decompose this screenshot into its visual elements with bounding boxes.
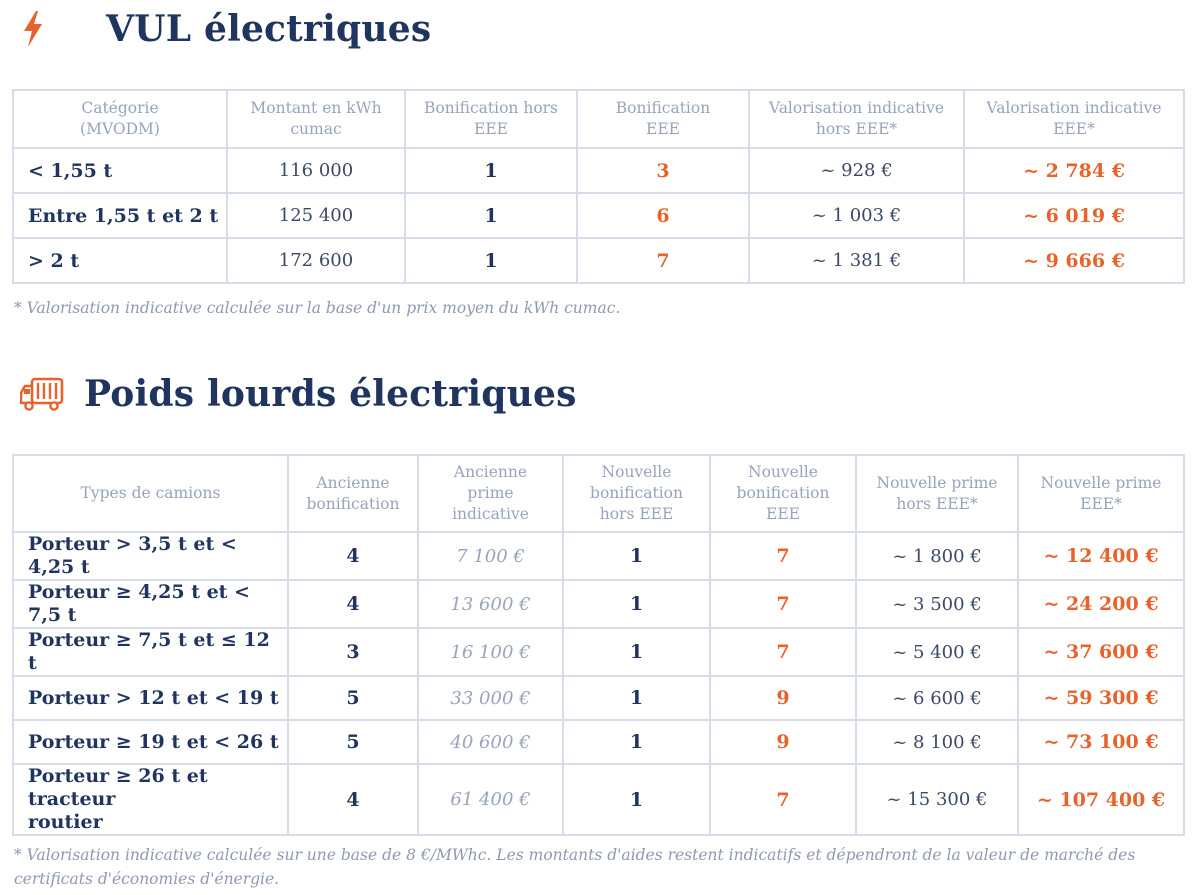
pl-old-bonus: 5 [288,720,418,764]
vul-bonus-eee: 3 [577,148,749,193]
pl-new-prime-hors-eee: ~ 3 500 € [856,580,1018,628]
vul-value-hors-eee: ~ 1 381 € [749,238,964,283]
pl-old-prime: 33 000 € [418,676,563,720]
vul-bonus-hors-eee: 1 [405,193,577,238]
table-row [13,532,1184,580]
table-row [13,148,1184,193]
vul-footnote: * Valorisation indicative calculée sur la base d'un prix moyen du kWh cumac. [14,299,621,317]
page-title-poids-lourds: Poids lourds électriques [84,373,577,415]
pl-new-prime-eee: ~ 24 200 € [1018,580,1184,628]
pl-new-prime-hors-eee: ~ 15 300 € [856,764,1018,835]
vul-category: Entre 1,55 t et 2 t [13,193,227,238]
vul-value-eee: ~ 9 666 € [964,238,1184,283]
vul-kwh-cumac: 125 400 [227,193,405,238]
pl-new-prime-hors-eee: ~ 1 800 € [856,532,1018,580]
pl-truck-type: Porteur ≥ 4,25 t et < 7,5 t [13,580,288,628]
vul-header-cell: Catégorie (MVODM) [13,90,227,148]
pl-header-cell: Ancienne bonification [288,455,418,532]
pl-new-prime-eee: ~ 59 300 € [1018,676,1184,720]
pl-header-cell: Nouvelle bonification hors EEE [563,455,710,532]
vul-kwh-cumac: 116 000 [227,148,405,193]
pl-new-bonus-hors-eee: 1 [563,764,710,835]
vul-header-cell: Valorisation indicative EEE* [964,90,1184,148]
table-row [13,193,1184,238]
truck-icon [20,374,64,414]
poids-lourds-header-row [13,455,1184,532]
vul-category: > 2 t [13,238,227,283]
vul-bonus-hors-eee: 1 [405,148,577,193]
poids-lourds-footnote: * Valorisation indicative calculée sur une base de 8 €/MWhc. Les montants d'aides restent indicatifs et dépendront de la valeur de marché des certificats d'économies d'énergie. [14,846,1136,888]
page-title-vul: VUL électriques [106,8,432,50]
section-poids-lourds-title [20,373,577,415]
table-row [13,580,1184,628]
poids-lourds-table [12,454,1185,836]
vul-value-eee: ~ 6 019 € [964,193,1184,238]
pl-header-cell: Types de camions [13,455,288,532]
pl-new-bonus-eee: 7 [710,628,856,676]
pl-truck-type: Porteur > 12 t et < 19 t [13,676,288,720]
table-row [13,764,1184,835]
pl-new-prime-eee: ~ 107 400 € [1018,764,1184,835]
table-row [13,720,1184,764]
pl-old-bonus: 3 [288,628,418,676]
vul-header-cell: Valorisation indicative hors EEE* [749,90,964,148]
table-row [13,238,1184,283]
pl-new-bonus-hors-eee: 1 [563,676,710,720]
pl-header-cell: Ancienne prime indicative [418,455,563,532]
pl-new-prime-hors-eee: ~ 8 100 € [856,720,1018,764]
pl-new-bonus-eee: 7 [710,532,856,580]
pl-old-bonus: 4 [288,532,418,580]
vul-value-eee: ~ 2 784 € [964,148,1184,193]
pl-new-bonus-hors-eee: 1 [563,628,710,676]
pl-old-bonus: 4 [288,580,418,628]
pl-truck-type: Porteur ≥ 19 t et < 26 t [13,720,288,764]
pl-old-bonus: 4 [288,764,418,835]
pl-header-cell: Nouvelle prime hors EEE* [856,455,1018,532]
pl-new-bonus-hors-eee: 1 [563,580,710,628]
pl-old-prime: 40 600 € [418,720,563,764]
pl-new-bonus-eee: 9 [710,676,856,720]
pl-old-prime: 61 400 € [418,764,563,835]
pl-old-prime: 13 600 € [418,580,563,628]
pl-truck-type: Porteur > 3,5 t et < 4,25 t [13,532,288,580]
pl-new-bonus-eee: 7 [710,764,856,835]
pl-new-bonus-hors-eee: 1 [563,720,710,764]
pl-new-prime-hors-eee: ~ 5 400 € [856,628,1018,676]
pl-new-prime-eee: ~ 73 100 € [1018,720,1184,764]
vul-header-cell: Bonification EEE [577,90,749,148]
pl-new-bonus-eee: 9 [710,720,856,764]
pl-new-prime-eee: ~ 37 600 € [1018,628,1184,676]
pl-header-cell: Nouvelle prime EEE* [1018,455,1184,532]
table-row [13,628,1184,676]
vul-header-cell: Montant en kWh cumac [227,90,405,148]
pl-old-prime: 7 100 € [418,532,563,580]
vul-bonus-hors-eee: 1 [405,238,577,283]
pl-header-cell: Nouvelle bonification EEE [710,455,856,532]
pl-new-prime-eee: ~ 12 400 € [1018,532,1184,580]
lightning-icon [20,9,64,49]
section-vul-title [20,8,431,50]
pl-truck-type: Porteur ≥ 7,5 t et ≤ 12 t [13,628,288,676]
vul-value-hors-eee: ~ 1 003 € [749,193,964,238]
pl-old-prime: 16 100 € [418,628,563,676]
vul-table [12,89,1185,284]
pl-old-bonus: 5 [288,676,418,720]
pl-truck-type: Porteur ≥ 26 t et tracteur routier [13,764,288,835]
pl-new-prime-hors-eee: ~ 6 600 € [856,676,1018,720]
vul-bonus-eee: 7 [577,238,749,283]
vul-value-hors-eee: ~ 928 € [749,148,964,193]
vul-header-row [13,90,1184,148]
pl-new-bonus-hors-eee: 1 [563,532,710,580]
vul-kwh-cumac: 172 600 [227,238,405,283]
table-row [13,676,1184,720]
vul-bonus-eee: 6 [577,193,749,238]
pl-new-bonus-eee: 7 [710,580,856,628]
vul-category: < 1,55 t [13,148,227,193]
vul-header-cell: Bonification hors EEE [405,90,577,148]
